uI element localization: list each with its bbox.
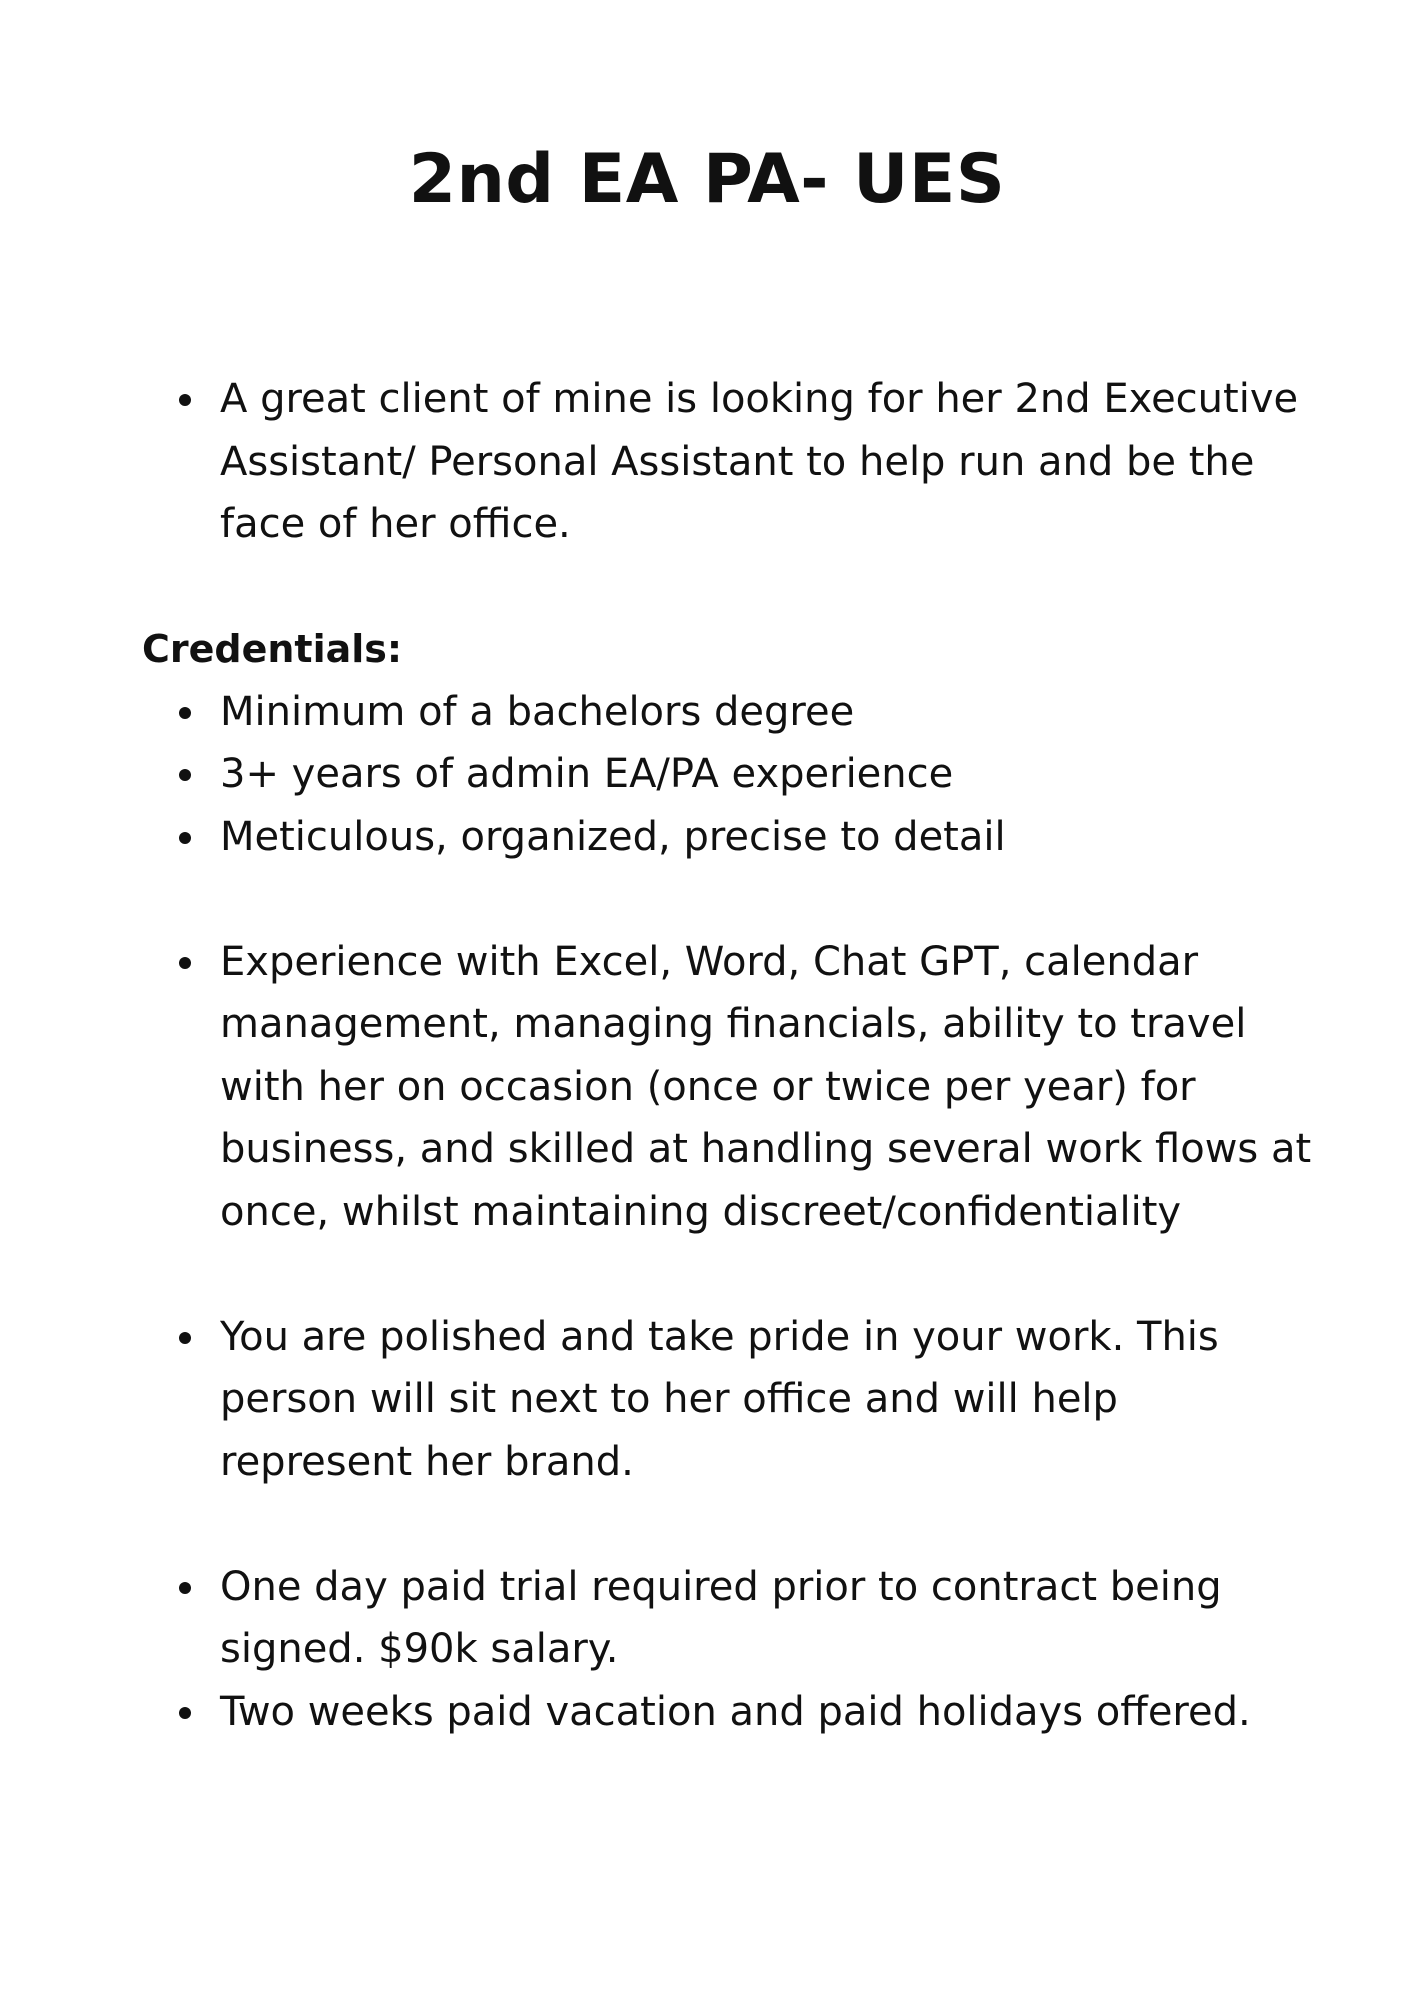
terms-list — [142, 1556, 1322, 1744]
list-item: Experience with Excel, Word, Chat GPT, calendar management, managing financials, ability to travel with her on occasion (once or twice per year) for business, and skilled at handling several work flows at once, whilst maintaining discreet/confidentiality — [142, 931, 1322, 1244]
polish-list — [142, 1306, 1322, 1494]
document-title: 2nd EA PA- UES — [408, 140, 1006, 219]
list-item: One day paid trial required prior to contract being signed. $90k salary. — [142, 1556, 1322, 1681]
spacer — [142, 556, 1322, 619]
list-item: Meticulous, organized, precise to detail — [142, 806, 1322, 869]
list-item: Two weeks paid vacation and paid holidays offered. — [142, 1681, 1322, 1744]
experience-list — [142, 931, 1322, 1244]
list-item: You are polished and take pride in your work. This person will sit next to her office and will help represent her brand. — [142, 1306, 1322, 1494]
credentials-heading: Credentials: — [142, 627, 403, 671]
intro-list — [142, 368, 1322, 556]
spacer — [142, 1493, 1322, 1556]
document-body — [142, 368, 1322, 1743]
list-item: A great client of mine is looking for her 2nd Executive Assistant/ Personal Assistant to help run and be the face of her office. — [142, 368, 1322, 556]
list-item: Minimum of a bachelors degree — [142, 681, 1322, 744]
spacer — [142, 1243, 1322, 1306]
list-item: 3+ years of admin EA/PA experience — [142, 743, 1322, 806]
spacer — [142, 868, 1322, 931]
credentials-list — [142, 681, 1322, 869]
